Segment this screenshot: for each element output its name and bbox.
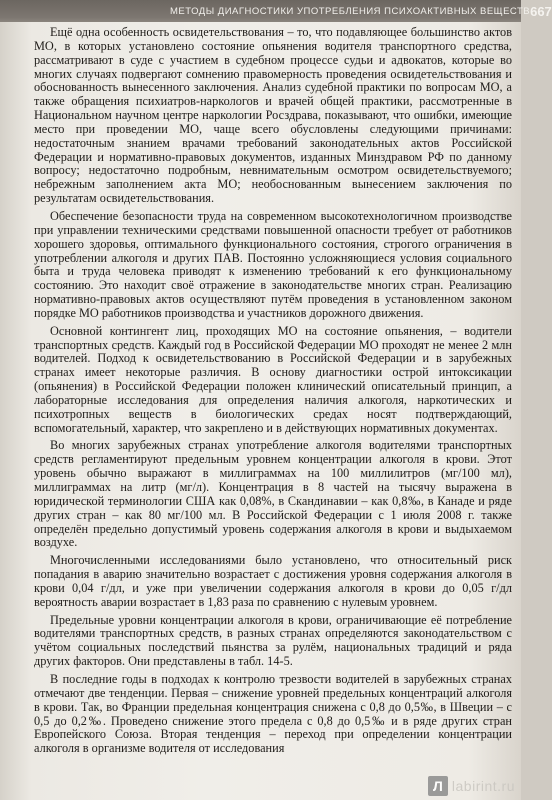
paragraph: Основной контингент лиц, проходящих МО на состояние опьянения, – водители транспортных средств. Каждый год в Российской Федерации МО проходят не менее 2 млн водителей. Подход к освидетельствованию в Российской Федерации и в зарубежных странах имеет некоторые различия. В основу диагностики острой интоксикации (опьянения) в Российской Федерации положен клинический описательный принцип, а лабораторные исследования для определения наличия алкоголя, наркотических и психотропных веществ в биологических средах носят подтверждающий, вспомогательный, характер, что закреплено и в действующих нормативных документах.: [34, 323, 512, 435]
labirint-logo-icon: Л: [428, 776, 448, 796]
paragraph: Во многих зарубежных странах употребление алкоголя водителями транспортных средств регламентируют предельным уровнем концентрации алкоголя в крови. Этот уровень обычно выражают в миллиграммах на 100 миллилитров (мг/100 мл), миллиграммах на литр (мг/л). Концентрация в 8 частей на тысячу выражена в юридической терминологии США как 0,08%, в Скандинавии – как 0,8‰, в Канаде и ряде других стран – как 80 мг/100 мл. В Российской Федерации с 1 июля 2008 г. также определён предельно допустимый уровень содержания алкоголя в крови и выдыхаемом воздухе.: [34, 438, 512, 550]
paragraph: Обеспечение безопасности труда на современном высокотехнологичном производстве при управлении техническими средствами повышенной опасности требует от работников хорошего здоровья, оптимального функционального состояния, строгого ограничения в употреблении алкоголя и других ПАВ. Постоянно усложняющиеся условия социального быта и труда человека приводят к изменению требований к его функциональному состоянию. Это находит своё отражение в законодательстве многих стран. Реализацию нормативно-правовых актов осуществляют путём проведения в установленном законом порядке МО работников производства и участников дорожного движения.: [34, 208, 512, 320]
header-title: МЕТОДЫ ДИАГНОСТИКИ УПОТРЕБЛЕНИЯ ПСИХОАКТИВНЫХ ВЕЩЕСТВ: [170, 5, 531, 17]
body-text: [34, 26, 512, 756]
running-header: [0, 0, 552, 22]
paragraph: Ещё одна особенность освидетельствования – то, что подавляющее большинство актов МО, в которых установлено состояние опьянения водителя транспортного средства, рассматривают в суде с участием в судебном процессе судьи и адвокатов, которые во многих случаях подвергают сомнению правомерность проведения освидетельствования и обоснованность вынесенного заключения. Анализ судебной практики по вопросам МО, а также обращения психиатров-наркологов и врачей общей практики, рассмотренные в Национальном научном центре наркологии Росздрава, показывают, что ошибки, имеющие место при проведении МО, чаще всего обусловлены следующими причинами: недостаточным знанием врачами требований законодательных актов Российской Федерации и нормативно-правовых документов, изданных Минздравом РФ по данному вопросу; недостаточно подробным, невнимательным осмотром освидетельствуемого; небрежным заполнением акта МО; необоснованным вынесением заключения по результатам освидетельствования.: [34, 25, 512, 206]
watermark: [428, 776, 515, 796]
page-number: 667: [530, 3, 552, 19]
paragraph: В последние годы в подходах к контролю трезвости водителей в зарубежных странах отмечают две тенденции. Первая – снижение уровней предельных концентраций алкоголя в крови. Так, во Франции предельная концентрация снижена с 0,8 до 0,5‰, в Швеции – с 0,5 до 0,2‰. Проведено снижение этого предела с 0,8 до 0,5‰ и в ряде других стран Европейского Союза. Вторая тенденция – переход при определении концентрации алкоголя в организме водителя от исследования: [34, 671, 512, 756]
paragraph: Многочисленными исследованиями было установлено, что относительный риск попадания в аварию значительно возрастает с достижения уровня содержания алкоголя в крови 0,04 г/дл, и уже при увеличении содержания алкоголя в крови до 0,05 г/дл вероятность аварии возрастает в 1,83 раза по сравнению с нулевым уровнем.: [34, 553, 512, 609]
watermark-text: labirint.ru: [451, 778, 515, 794]
paragraph: Предельные уровни концентрации алкоголя в крови, ограничивающие её потребление водителями транспортных средств, в разных странах определяются законодательством с учётом социальных последствий пьянства за рулём, национальных традиций и ряда других факторов. Они представлены в табл. 14-5.: [34, 612, 512, 669]
